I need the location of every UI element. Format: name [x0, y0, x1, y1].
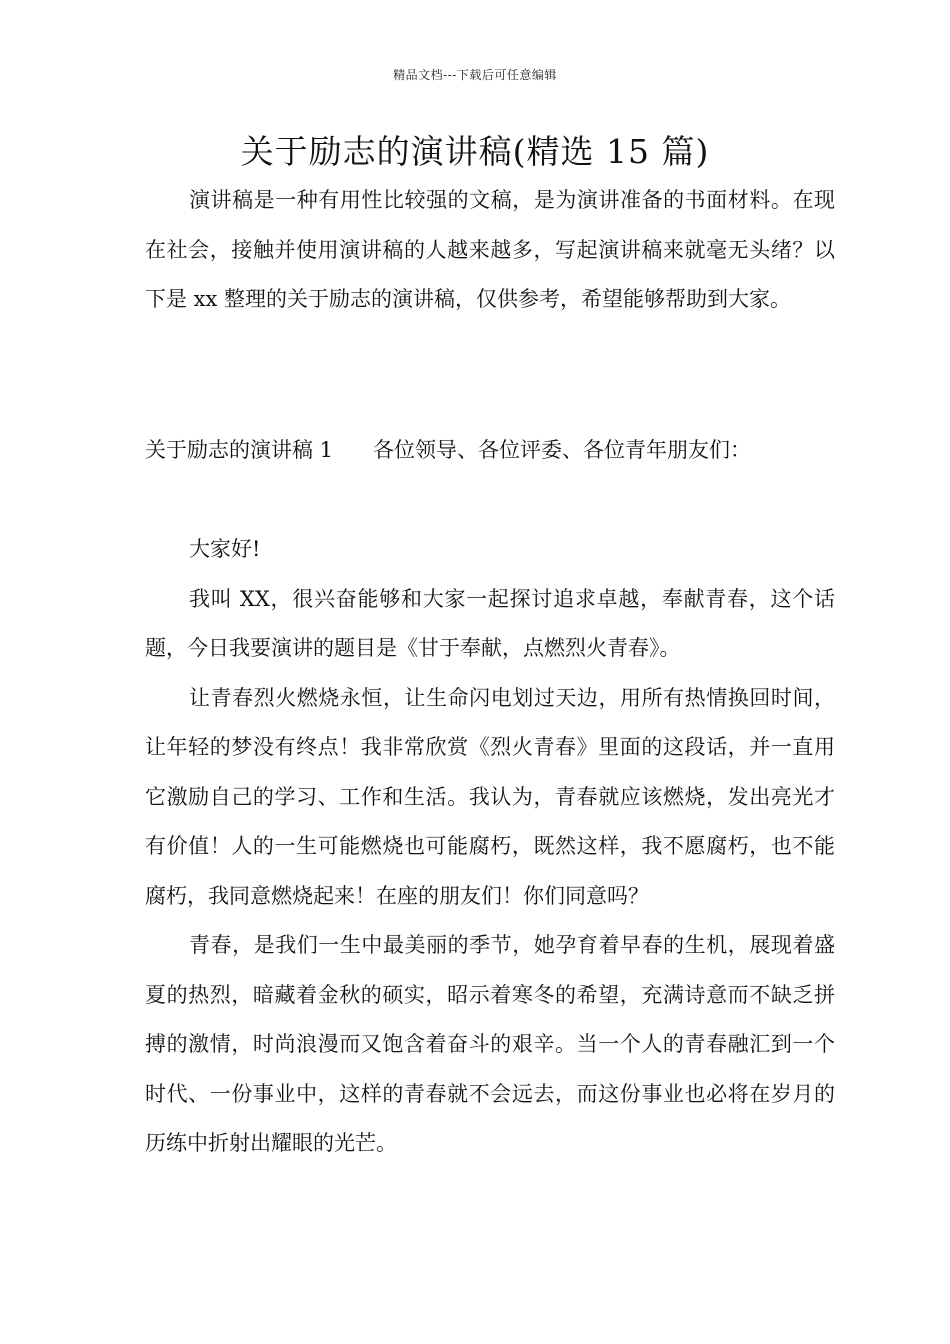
section-heading: 关于励志的演讲稿 1	[145, 438, 334, 462]
salutation: 各位领导、各位评委、各位青年朋友们：	[373, 438, 752, 462]
intro-block	[145, 176, 835, 325]
greeting: 大家好!	[189, 537, 261, 561]
section-heading-block	[145, 426, 835, 476]
document-title: 关于励志的演讲稿(精选 15 篇)	[240, 132, 710, 171]
speech-paragraph: 我叫 XX，很兴奋能够和大家一起探讨追求卓越，奉献青春，这个话题，今日我要演讲的题目是《甘于奉献，点燃烈火青春》。	[145, 586, 835, 660]
speech-body	[145, 525, 835, 1169]
section-heading-line	[145, 426, 835, 476]
speech-paragraph: 让青春烈火燃烧永恒，让生命闪电划过天边，用所有热情换回时间，让年轻的梦没有终点！我非常欣赏《烈火青春》里面的这段话，并一直用它激励自己的学习、工作和生活。我认为，青春就应该燃烧，发出亮光才有价值！人的一生可能燃烧也可能腐朽，既然这样，我不愿腐朽，也不能腐朽，我同意燃烧起来！在座的朋友们！你们同意吗？	[145, 685, 835, 908]
intro-paragraph: 演讲稿是一种有用性比较强的文稿，是为演讲准备的书面材料。在现在社会，接触并使用演讲稿的人越来越多，写起演讲稿来就毫无头绪？以下是 xx 整理的关于励志的演讲稿，仅供参考，希望能够帮助到大家。	[145, 188, 835, 311]
header-note: 精品文档---下载后可任意编辑	[393, 68, 557, 82]
speech-paragraph: 青春，是我们一生中最美丽的季节，她孕育着早春的生机，展现着盛夏的热烈，暗藏着金秋的硕实，昭示着寒冬的希望，充满诗意而不缺乏拼搏的激情，时尚浪漫而又饱含着奋斗的艰辛。当一个人的青春融汇到一个时代、一份事业中，这样的青春就不会远去，而这份事业也必将在岁月的历练中折射出耀眼的光芒。	[145, 933, 835, 1155]
